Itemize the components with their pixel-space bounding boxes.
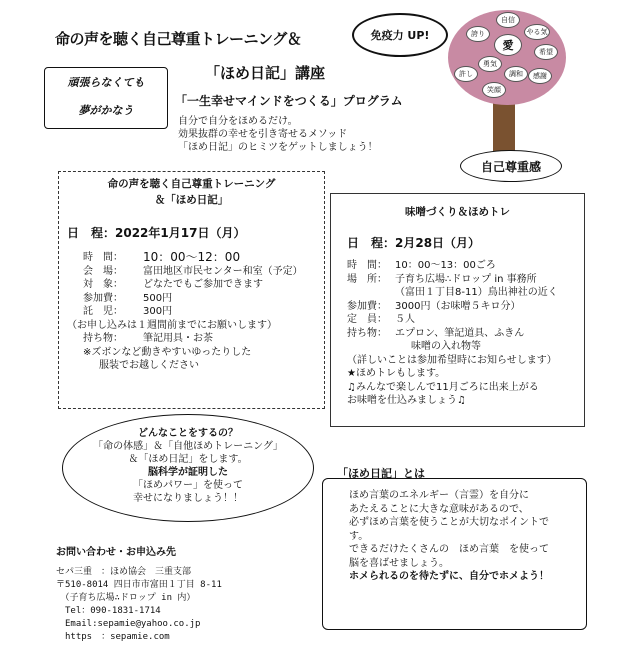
- event2-heading: 味噌づくり＆ほめトレ: [405, 206, 510, 218]
- scroll-line2: 夢がかなう: [78, 104, 134, 117]
- row-key: 持ち物：: [83, 333, 123, 344]
- row-value: 300円: [143, 306, 173, 317]
- event2-row: [347, 286, 584, 300]
- event1-dress2: 服装でお越しください: [99, 360, 199, 371]
- row-key: 時 間：: [83, 252, 123, 263]
- homenikki-line: あたえることに大きな意味があるので、: [349, 503, 529, 515]
- event1-row: [83, 278, 324, 292]
- activities-title: どんなことをするの？: [138, 428, 238, 439]
- activities-line: 「命の体感」＆「自他ほめトレーニング」: [93, 441, 283, 452]
- event2-date: 日 程：2月28日（月）: [347, 236, 481, 250]
- tree-crown: [448, 10, 566, 105]
- event2-row: [347, 327, 584, 341]
- contact-line: Tel：090-1831-1714: [56, 606, 161, 616]
- main-title-line1: 命の声を聴く自己尊重トレーニング＆: [55, 30, 302, 48]
- row-key: 持ち物：: [347, 327, 387, 339]
- program-title: 「一生幸せマインドをつくる」プログラム: [175, 94, 403, 108]
- row-value: 3000円（お味噌５キロ分）: [395, 300, 521, 312]
- intro-line: 「ほめ日記」のヒミツをゲットしましょう！: [178, 142, 378, 153]
- event2-line: ♫みんなで楽しんで11月ごろに出来上がる: [347, 381, 539, 393]
- event2-row: [347, 259, 584, 273]
- self-esteem-label: 自己尊重感: [460, 150, 562, 182]
- contact-line: Email:sepamie@yahoo.co.jp: [56, 619, 201, 629]
- row-value: 筆記用具・お茶: [143, 333, 213, 344]
- row-key: [347, 340, 411, 354]
- event2-line: ★ほめトレもします。: [347, 368, 446, 379]
- leaf: 勇気: [478, 56, 502, 72]
- event2-line: お味噌を仕込みましょう♫: [347, 395, 466, 406]
- homenikki-heading: 「ほめ日記」とは: [337, 467, 425, 480]
- leaf: 許し: [454, 66, 478, 82]
- event2-note: （詳しいことは参加希望時にお知らせします）: [347, 354, 557, 366]
- leaf: 希望: [534, 44, 558, 60]
- scroll-banner: [44, 67, 168, 129]
- leaf: 誇り: [466, 26, 490, 42]
- row-key: 場 所：: [347, 273, 387, 285]
- activities-line: 幸せになりましょう！！: [133, 493, 243, 504]
- row-value: 10：00〜13：00ごろ: [395, 260, 496, 271]
- row-value: 味噌の入れ物等: [411, 341, 481, 352]
- activities-line: ＆「ほめ日記」をします。: [128, 454, 248, 465]
- row-key: 時 間：: [347, 260, 387, 271]
- activities-line: 「ほめパワー」を使って: [133, 480, 243, 491]
- leaf: 感謝: [528, 68, 552, 84]
- leaf: 愛: [494, 34, 522, 56]
- event1-row: [83, 265, 324, 279]
- intro-line: 効果抜群の幸せを引き寄せるメソッド: [178, 129, 348, 140]
- leaf: 自信: [496, 12, 520, 28]
- event1-row: [83, 292, 324, 306]
- event2-row: [347, 300, 584, 314]
- homenikki-line: できるだけたくさんの ほめ言葉 を使って: [349, 544, 549, 555]
- contact-line: （子育ち広場∴ドロップ in 内）: [56, 593, 196, 603]
- row-value: 富田地区市民センター和室（予定）: [143, 265, 303, 277]
- event2-row: [347, 313, 584, 327]
- event1-dress: ※ズボンなど動きやすいゆったりした: [83, 346, 252, 358]
- main-title-line2: 「ほめ日記」講座: [205, 64, 326, 82]
- event2-box: [330, 193, 585, 427]
- row-key: [347, 286, 395, 300]
- row-value: （富田１丁目8-11）鳥出神社の近く: [395, 287, 558, 298]
- activities-line: 脳科学が証明した: [148, 467, 228, 478]
- row-value: エプロン、筆記道具、ふきん: [395, 327, 525, 339]
- contact-line: セパ三重 ：ほめ協会 三重支部: [56, 567, 192, 577]
- row-value: ５人: [395, 314, 415, 325]
- event2-row: [347, 340, 584, 354]
- contact-line: https ：sepamie.com: [56, 632, 170, 642]
- row-key: 定 員：: [347, 314, 387, 325]
- homenikki-line: ホメられるのを待たずに、自分でホメよう！: [349, 571, 549, 582]
- contact-block: [56, 566, 222, 644]
- row-value: 500円: [143, 292, 173, 304]
- row-key: 参加費：: [347, 300, 387, 312]
- event1-box: [58, 171, 325, 409]
- scroll-line1: 頑張らなくても: [67, 76, 145, 89]
- row-value: 子育ち広場∴ドロップ in 事務所: [395, 273, 537, 285]
- event1-items: [83, 332, 324, 346]
- row-value: 10：00〜12：00: [143, 250, 241, 264]
- event1-row: [83, 305, 324, 319]
- homenikki-line: ほめ言葉のエネルギー（言霊）を自分に: [349, 490, 529, 501]
- speech-bubble: 免疫力 UP!: [352, 13, 448, 57]
- leaf: やる気: [524, 24, 550, 40]
- intro-text: [178, 115, 378, 154]
- row-key: 託 児：: [83, 306, 123, 317]
- leaf: 笑顔: [482, 82, 506, 98]
- contact-line: 〒510-8014 四日市市富田１丁目 8-11: [56, 580, 222, 590]
- event1-note: （お申し込みは１週間前までにお願いします）: [67, 319, 277, 331]
- event2-row: [347, 273, 584, 287]
- row-key: 会 場：: [83, 265, 123, 277]
- row-key: 対 象：: [83, 279, 123, 290]
- homenikki-line: 必ずほめ言葉を使うことが大切なポイントで: [349, 517, 549, 528]
- event1-row: [83, 251, 324, 265]
- event1-date: 日 程：2022年1月17日（月）: [67, 226, 246, 240]
- homenikki-line: す。: [349, 530, 369, 542]
- event1-heading2: ＆「ほめ日記」: [154, 194, 229, 206]
- homenikki-line: 脳を喜ばせましょう。: [349, 557, 449, 569]
- event1-heading: 命の声を聴く自己尊重トレーニング: [107, 178, 276, 190]
- homenikki-scroll: [322, 478, 587, 630]
- row-value: どなたでもご参加できます: [143, 279, 263, 290]
- intro-line: 自分で自分をほめるだけ。: [178, 116, 298, 127]
- activities-oval: [62, 414, 314, 522]
- leaf: 調和: [504, 66, 528, 82]
- contact-heading: お問い合わせ・お申込み先: [56, 547, 176, 558]
- row-key: 参加費：: [83, 292, 123, 304]
